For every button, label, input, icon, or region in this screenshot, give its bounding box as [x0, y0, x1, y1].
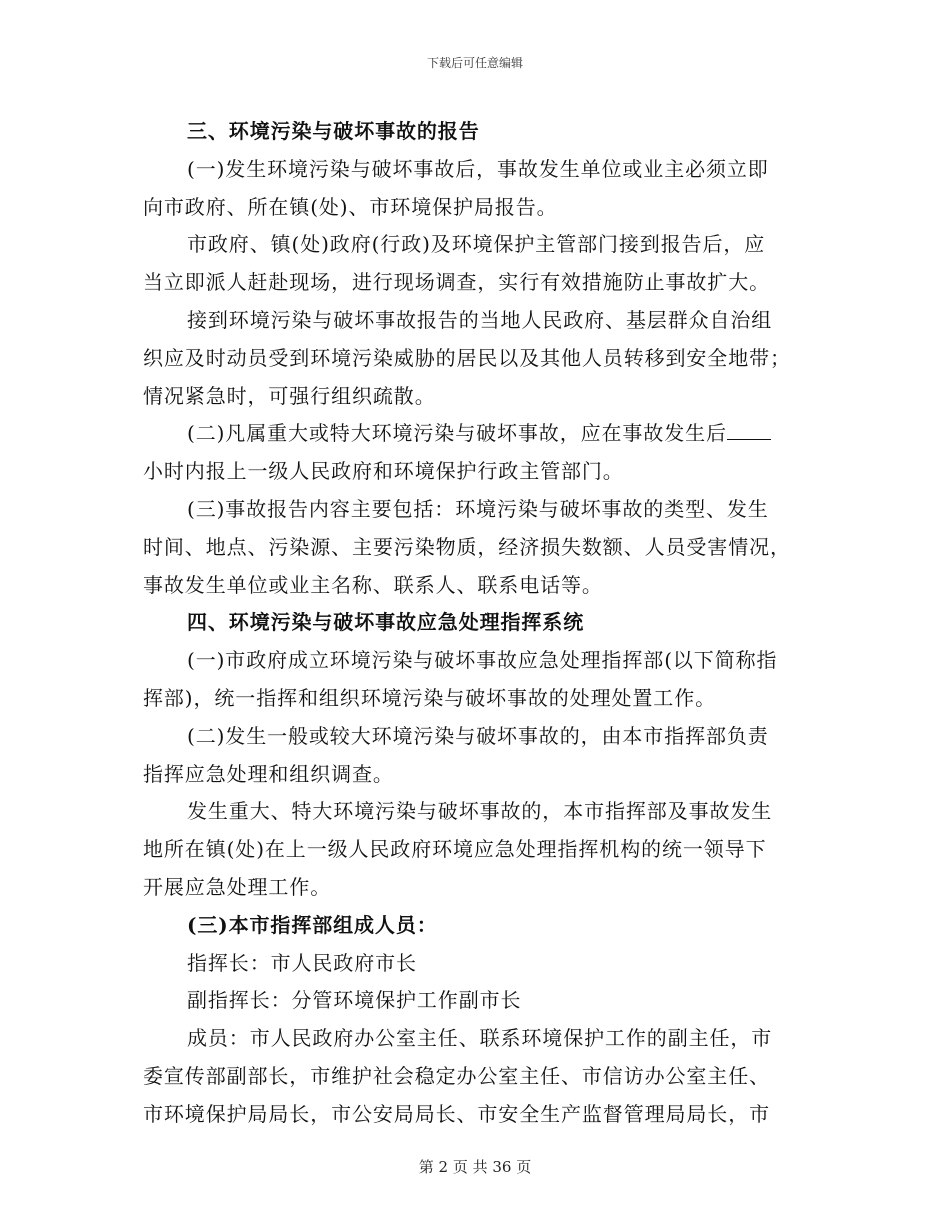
paragraph-line: (三)事故报告内容主要包括：环境污染与破坏事故的类型、发生: [187, 496, 769, 521]
paragraph-line: 开展应急处理工作。: [143, 874, 332, 899]
subsection-heading: (三)本市指挥部组成人员：: [187, 912, 438, 937]
paragraph-line: (二)发生一般或较大环境污染与破坏事故的，由本市指挥部负责: [187, 723, 769, 748]
paragraph-line: 副指挥长：分管环境保护工作副市长: [187, 988, 522, 1013]
paragraph-line: 事故发生单位或业主名称、联系人、联系电话等。: [143, 572, 603, 597]
paragraph-line: 指挥长：市人民政府市长: [187, 950, 417, 975]
paragraph-line: 织应及时动员受到环境污染威胁的居民以及其他人员转移到安全地带；: [143, 345, 791, 370]
paragraph-line: 指挥应急处理和组织调查。: [143, 761, 394, 786]
paragraph-line: 成员：市人民政府办公室主任、联系环境保护工作的副主任，市: [187, 1026, 773, 1051]
paragraph-line: 发生重大、特大环境污染与破坏事故的，本市指挥部及事故发生: [187, 799, 773, 824]
page-number-footer: 第 2 页 共 36 页: [418, 1158, 532, 1176]
paragraph-line: (一)发生环境污染与破坏事故后，事故发生单位或业主必须立即: [187, 156, 769, 181]
paragraph-line: 向市政府、所在镇(处)、市环境保护局报告。: [143, 194, 558, 219]
page-header: 下载后可任意编辑: [426, 56, 523, 70]
paragraph-line: 挥部)，统一指挥和组织环境污染与破坏事故的处理处置工作。: [143, 685, 717, 710]
paragraph-line: 委宣传部副部长，市维护社会稳定办公室主任、市信访办公室主任、: [143, 1063, 770, 1088]
section-heading-4: 四、环境污染与破坏事故应急处理指挥系统: [187, 610, 585, 635]
paragraph-text: (二)凡属重大或特大环境污染与破坏事故，应在事故发生后: [187, 421, 727, 446]
paragraph-line: 情况紧急时，可强行组织疏散。: [143, 383, 436, 408]
paragraph-line: 时间、地点、污染源、主要污染物质，经济损失数额、人员受害情况，: [143, 534, 791, 559]
paragraph-line: 小时内报上一级人民政府和环境保护行政主管部门。: [143, 459, 624, 484]
fill-in-blank: [727, 421, 771, 440]
paragraph-line: 市政府、镇(处)政府(行政)及环境保护主管部门接到报告后，应: [187, 232, 766, 257]
paragraph-line: 当立即派人赶赴现场，进行现场调查，实行有效措施防止事故扩大。: [143, 270, 770, 295]
paragraph-line-with-blank: [143, 415, 808, 453]
paragraph-line: 接到环境污染与破坏事故报告的当地人民政府、基层群众自治组: [187, 307, 773, 332]
paragraph-line: 市环境保护局局长，市公安局局长、市安全生产监督管理局局长，市: [143, 1101, 770, 1126]
document-body: [143, 113, 808, 1134]
section-heading-3: 三、环境污染与破坏事故的报告: [187, 119, 480, 143]
paragraph-line: 地所在镇(处)在上一级人民政府环境应急处理指挥机构的统一领导下: [143, 837, 767, 862]
paragraph-line: (一)市政府成立环境污染与破坏事故应急处理指挥部(以下简称指: [187, 648, 778, 673]
